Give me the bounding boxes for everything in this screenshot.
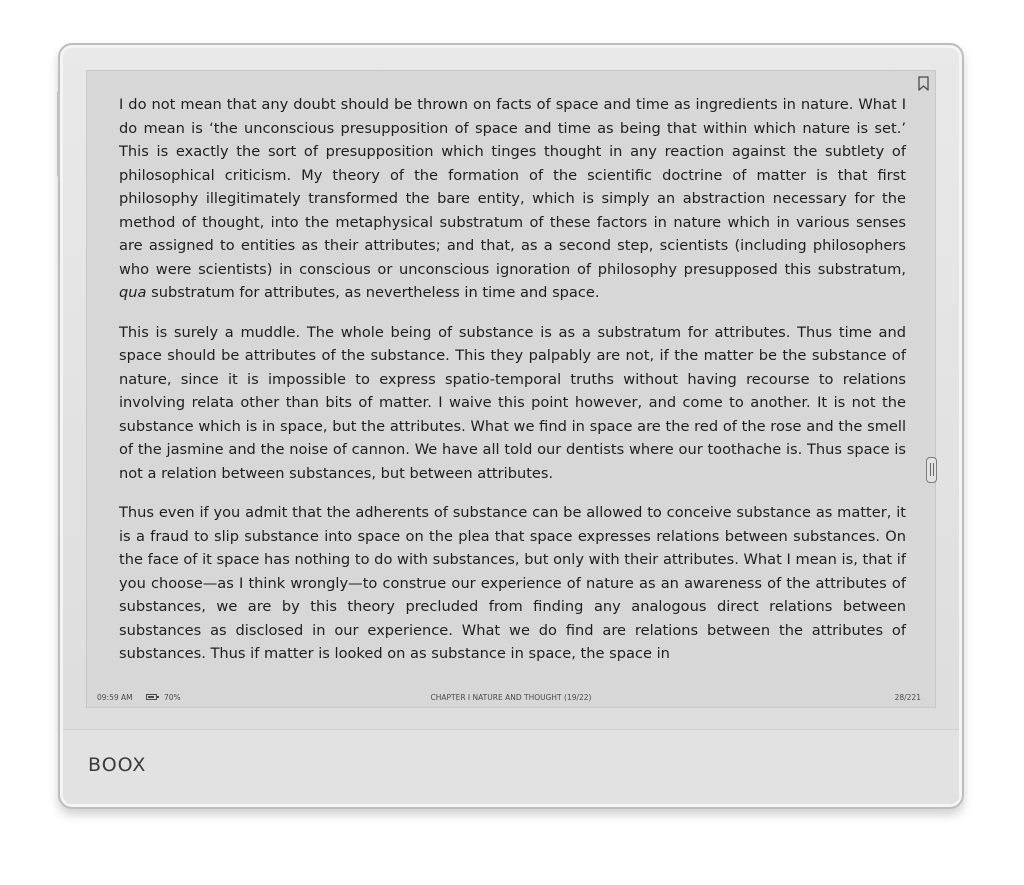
paragraph-1-italic: qua: [119, 284, 147, 301]
status-time: 09:59 AM: [97, 693, 133, 702]
paragraph-3: Thus even if you admit that the adherents of substance can be allowed to conceive substance as matter, it is a fraud to slip substance into space on the plea that space expresses relations between substances. On the face of it space has nothing to do with substances, but only with their attributes. What I mean is, that if you choose—as I think wrongly—to construe our experience of nature as an awareness of the attributes of substances, we are by this theory precluded from finding any analogous direct relations between substances as disclosed in our experience. What we do find are relations between the attributes of substances. Thus if matter is looked on as substance in space, the space in: [119, 504, 906, 662]
bookmark-icon[interactable]: [918, 76, 929, 91]
paragraph-1-text-a: I do not mean that any doubt should be thrown on facts of space and time as ingredients in nature. What I do mean is ‘the unconscious presupposition of space and time as being that within which nature is set.’ This is exactly the sort of presupposition which tinges thought in any reaction against the subtlety of philosophical criticism. My theory of the formation of the scientific doctrine of matter is that first philosophy illegitimately transformed the bare entity, which is simply an abstraction necessary for the method of thought, into the metaphysical substratum of these factors in nature which in various senses are assigned to entities as their attributes; and that, as a second step, scientists (including philosophers who were scientists) in conscious or unconscious ignoration of philosophy presupposed this substratum,: [119, 96, 906, 278]
page-number[interactable]: 28/221: [894, 693, 921, 702]
reader-screen[interactable]: [86, 70, 936, 708]
battery-level: 70%: [164, 693, 181, 702]
page-text: [119, 93, 906, 682]
grip-handle-icon[interactable]: [926, 457, 937, 483]
status-bar: [87, 691, 935, 707]
chapter-title[interactable]: CHAPTER I NATURE AND THOUGHT (19/22): [430, 693, 592, 702]
power-button[interactable]: [57, 91, 60, 177]
paragraph-2: This is surely a muddle. The whole being of substance is as a substratum for attributes. Thus time and space should be attributes of the substance. This they palpably are not, if the matter be the substance of nature, since it is impossible to express spatio-temporal truths without having recourse to relations involving relata other than bits of matter. I waive this point however, and come to another. It is not the substance which is in space, but the attributes. What we find in space are the red of the rose and the smell of the jasmine and the noise of cannon. We have all told our dentists where our toothache is. Thus space is not a relation between substances, but between attributes.: [119, 323, 906, 482]
device-chin: [63, 729, 959, 804]
paragraph-1-text-b: substratum for attributes, as nevertheless in time and space.: [146, 284, 600, 301]
paragraph-1: [119, 93, 906, 305]
brand-logo: BOOX: [88, 754, 147, 776]
